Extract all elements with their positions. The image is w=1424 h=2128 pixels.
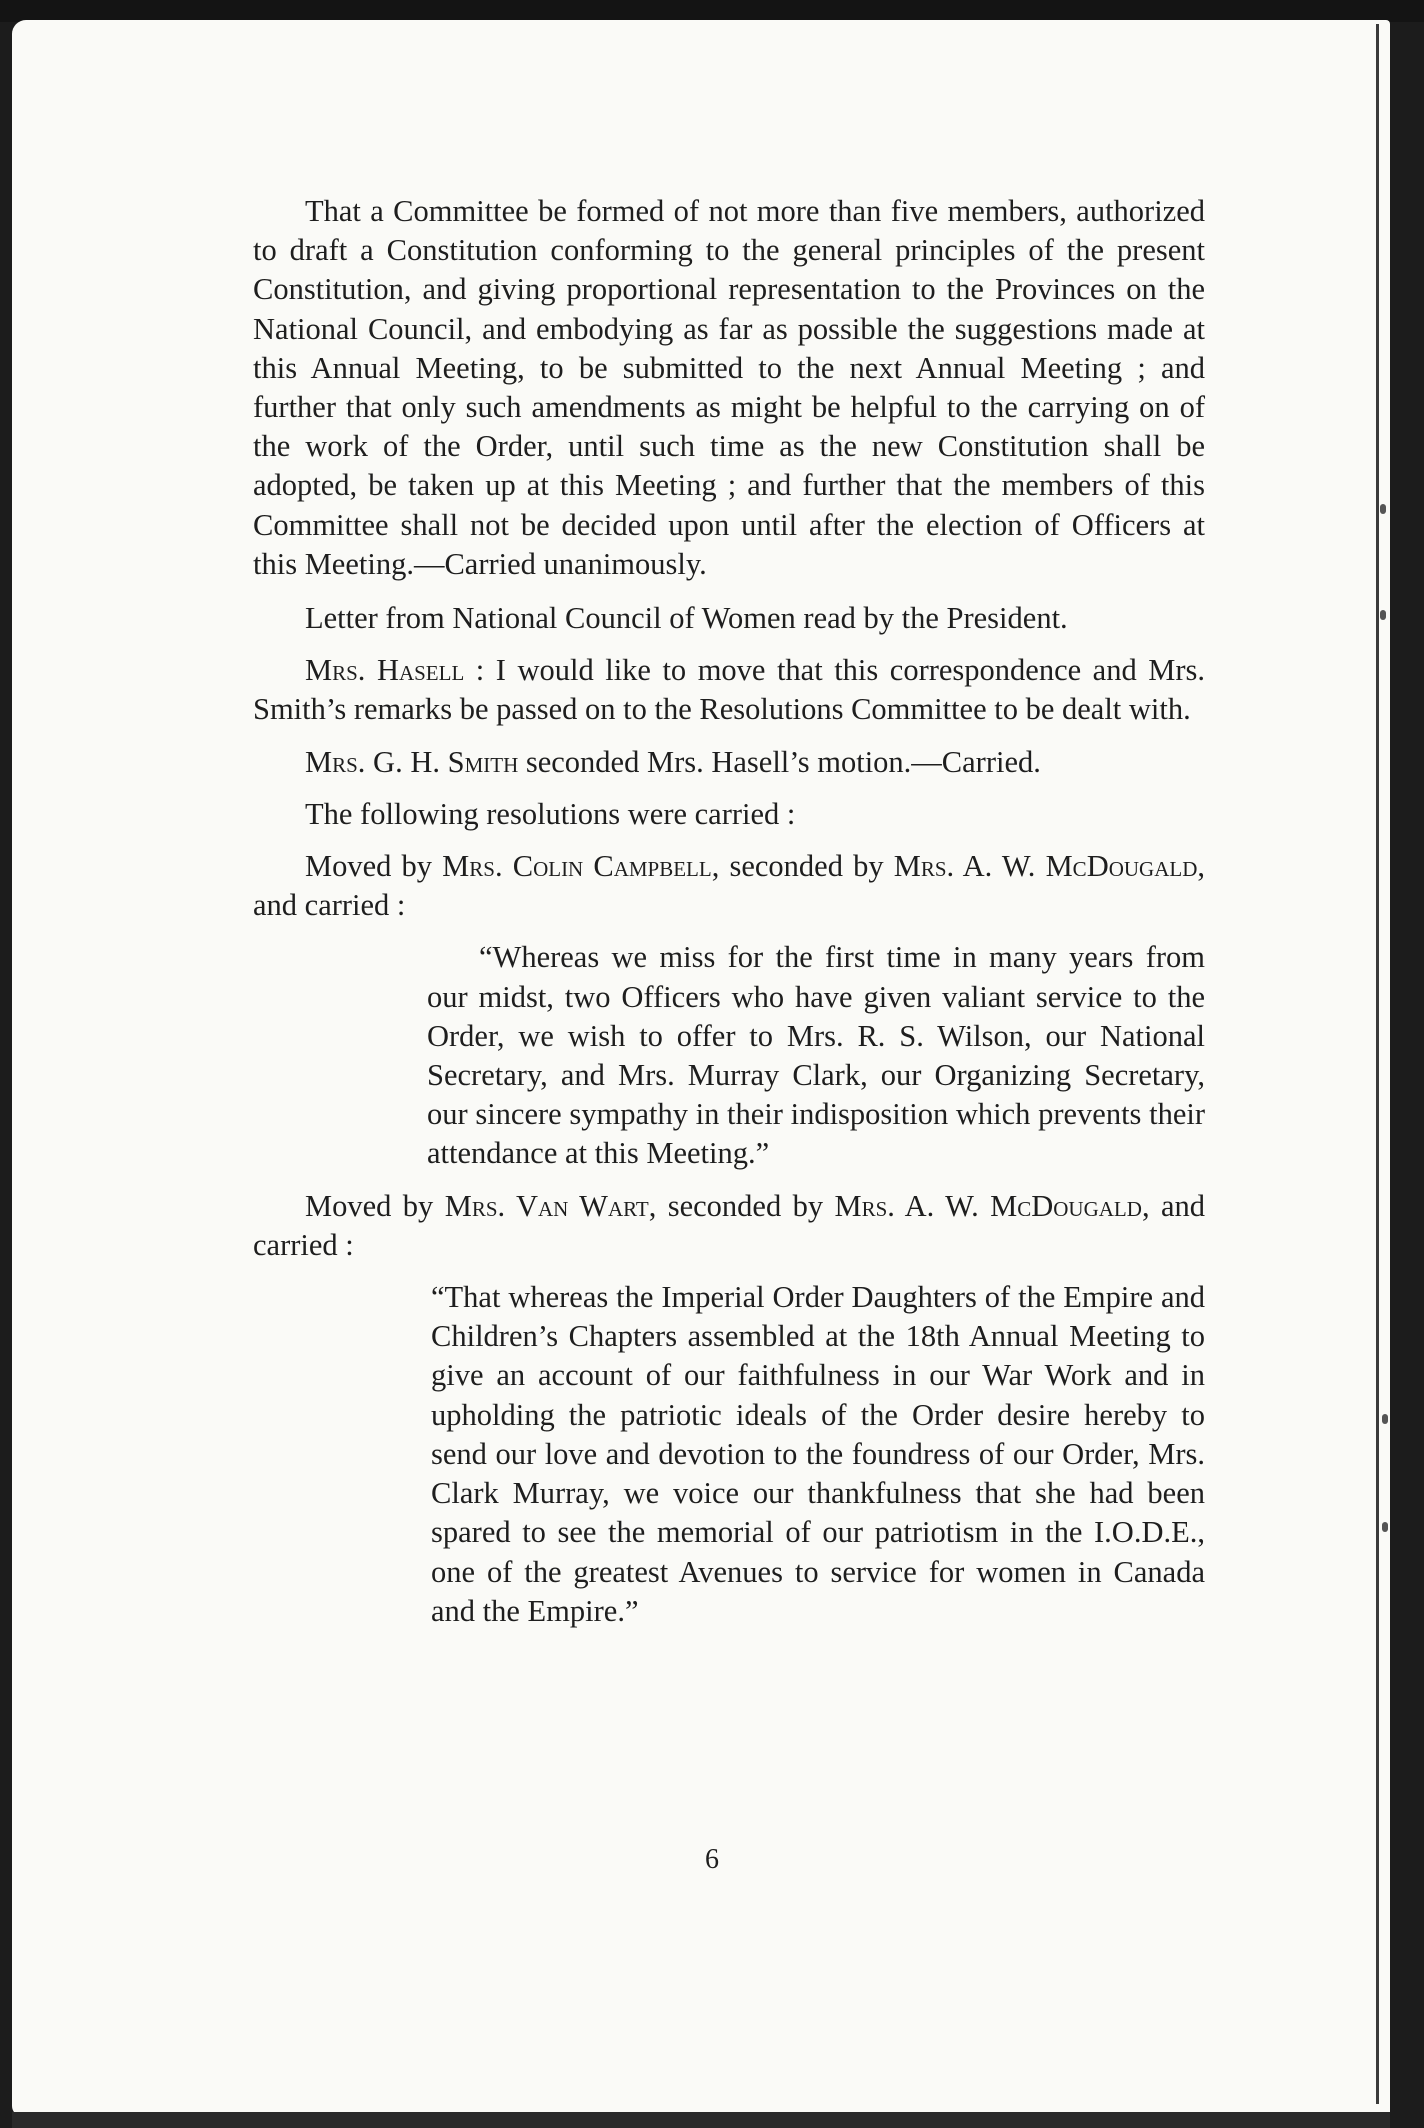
mover-name: Mrs. Colin Campbell (442, 849, 712, 884)
committee-resolution-paragraph: That a Committee be formed of not more than five members, authorized to draft a Constitution conforming to the general principles of the present Constitution, and giving proportional representation to the Provinces on the National Council, and embodying as far as possible the suggestions made at this Annual Meeting, to be submitted to the next Annual Meeting ; and further that only such amendments as might be helpful to the carrying on of the work of the Order, until such time as the new Constitution shall be adopted, be taken up at this Meeting ; and further that the members of this Committee shall not be decided upon until after the election of Officers at this Meeting.—Carried unanimously. (253, 194, 1205, 581)
second-motion-paragraph (253, 1187, 1205, 1265)
hasell-motion-paragraph (253, 651, 1205, 729)
document-body (253, 192, 1205, 1644)
motion-text: Moved by (305, 849, 443, 884)
mover-name: Mrs. Van Wart (444, 1188, 649, 1223)
page-right-edge (1376, 24, 1379, 2104)
second-resolution-quote: “That whereas the Imperial Order Daughters of the Empire and Children’s Chapters assembled at the 18th Annual Meeting to give an account of our faithfulness in our War Work and in upholding the patriotic ideals of the Order desire hereby to send our love and devotion to the foundress of our Order, Mrs. Clark Murray, we voice our thankfulness that she had been spared to see the memorial of our patriotism in the I.O.D.E., one of the greatest Avenues to service for women in Canada and the Empire.” (431, 1280, 1205, 1628)
margin-mark (1380, 610, 1386, 620)
letter-note-paragraph: Letter from National Council of Women read by the President. (305, 601, 1068, 636)
margin-mark (1382, 1522, 1388, 1532)
motion-text: , seconded by (711, 849, 894, 884)
speaker-name: Mrs. Hasell (305, 653, 465, 688)
page-number: 6 (705, 1844, 719, 1875)
first-motion-paragraph (253, 847, 1205, 925)
first-resolution-quote: “Whereas we miss for the first time in many years from our midst, two Officers who have given valiant service to the Order, we wish to offer to Mrs. R. S. Wilson, our National Secretary, and Mrs. Murray Clark, our Organizing Secretary, our sincere sympathy in their indisposition which prevents their attendance at this Meeting.” (427, 940, 1205, 1171)
margin-mark (1380, 504, 1386, 514)
smith-second-paragraph (253, 743, 1205, 782)
motion-text: Moved by (305, 1188, 445, 1223)
motion-text: , and carried : (253, 849, 1205, 923)
margin-mark (1382, 1414, 1388, 1424)
following-resolutions-paragraph: The following resolutions were carried : (305, 796, 796, 831)
motion-text: seconded Mrs. Hasell’s motion.—Carried. (518, 744, 1041, 779)
motion-text: , and carried : (253, 1188, 1205, 1262)
seconder-name: Mrs. A. W. McDougald (834, 1188, 1142, 1223)
scan-top-edge (0, 0, 1424, 22)
page-bottom-edge (12, 2112, 1390, 2128)
seconder-name: Mrs. A. W. McDougald (893, 849, 1198, 884)
motion-text: : I would like to move that this correspondence and Mrs. Smith’s remarks be passed on to the Resolutions Committee to be dealt with. (253, 653, 1205, 727)
motion-text: , seconded by (648, 1188, 835, 1223)
speaker-name: Mrs. G. H. Smith (305, 744, 519, 779)
